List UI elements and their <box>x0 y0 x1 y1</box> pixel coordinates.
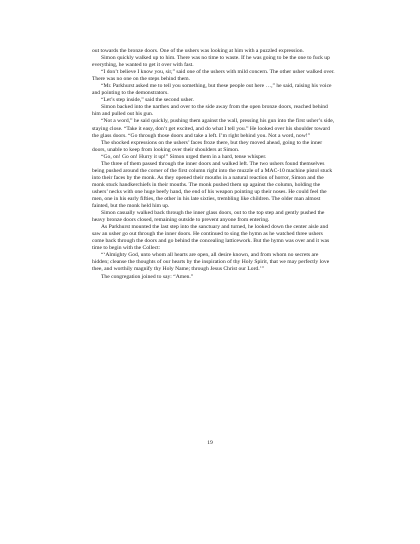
paragraph: Simon casually walked back through the inner glass doors, out to the top step and gently pushed the heavy bronze doors closed, remaining outside to prevent anyone from entering. <box>92 210 325 224</box>
paragraph: “I don’t believe I know you, sir,” said one of the ushers with mild concern. The other usher walked over. There was no one on the steps behind them. <box>92 69 335 83</box>
paragraph: “Go, on! Go on! Hurry it up!” Simon urged them in a hard, tense whisper. <box>101 153 267 160</box>
paragraph: “Not a word,” he said quickly, pushing them against the wall, pressing his gun into the first usher’s side, staying close. “Take it easy, don’t get excited, and do what I tell you.” He looked over his shoulder toward the glass doors. “Go through those doors and take a left. I’m right behind you. Not a word, now!” <box>92 118 335 139</box>
paragraph: “‘Almighty God, unto whom all hearts are open, all desire known, and from whom no secrets are hidden; cleanse the thoughts of our hearts by the inspiration of thy Holy Spirit, that we may perfectly love thee, and worthily magnify thy Holy Name; through Jesus Christ our Lord.’” <box>92 252 330 273</box>
paragraph: “Let’s step inside,” said the second usher. <box>101 97 194 104</box>
body-text <box>92 48 336 281</box>
paragraph: The congregation joined to say: “Amen.” <box>101 273 194 280</box>
paragraph: As Parkhurst mounted the last step into the sanctuary and turned, he looked down the center aisle and saw an usher go out through the inner doors. He continued to sing the hymn as he watched three ushers come back through the doors and go behind the concealing latticework. But the hymn was over and it was time to begin with the Collect: <box>92 224 330 252</box>
page-number: 19 <box>207 440 213 446</box>
paragraph: “Mr. Parkhurst asked me to tell you something, but these people out here …,” he said, raising his voice and pointing to the demonstrators. <box>92 83 332 97</box>
paragraph: Simon backed into the narthex and over to the side away from the open bronze doors, reached behind him and pulled out his gun. <box>92 104 328 118</box>
paragraph: The shocked expressions on the ushers’ faces froze there, but they moved ahead, going to the inner doors, unable to keep from looking over their shoulders at Simon. <box>92 139 323 153</box>
paragraph: out towards the bronze doors. One of the ushers was looking at him with a puzzled expression. <box>92 48 304 54</box>
paragraph: The three of them passed through the inner doors and walked left. The two ushers found themselves being pushed around the corner of the first column right into the muzzle of a MAC-10 machine pistol stuck into their faces by the monk. As they opened their mouths in a natural reaction of horror, Simon and the monk stuck handkerchiefs in their mouths. The monk pushed them up against the column, holding the ushers’ necks with one huge beefy hand, the end of his weapon pointing up their noses. He could feel the men, one in his early fifties, the other in his late sixties, trembling like children. The older man almost fainted, but the monk held him up. <box>92 160 333 210</box>
paragraph: Simon quickly walked up to him. There was no time to waste. If he was going to be the one to fuck up everything, he wanted to get it over with fast. <box>92 55 330 69</box>
